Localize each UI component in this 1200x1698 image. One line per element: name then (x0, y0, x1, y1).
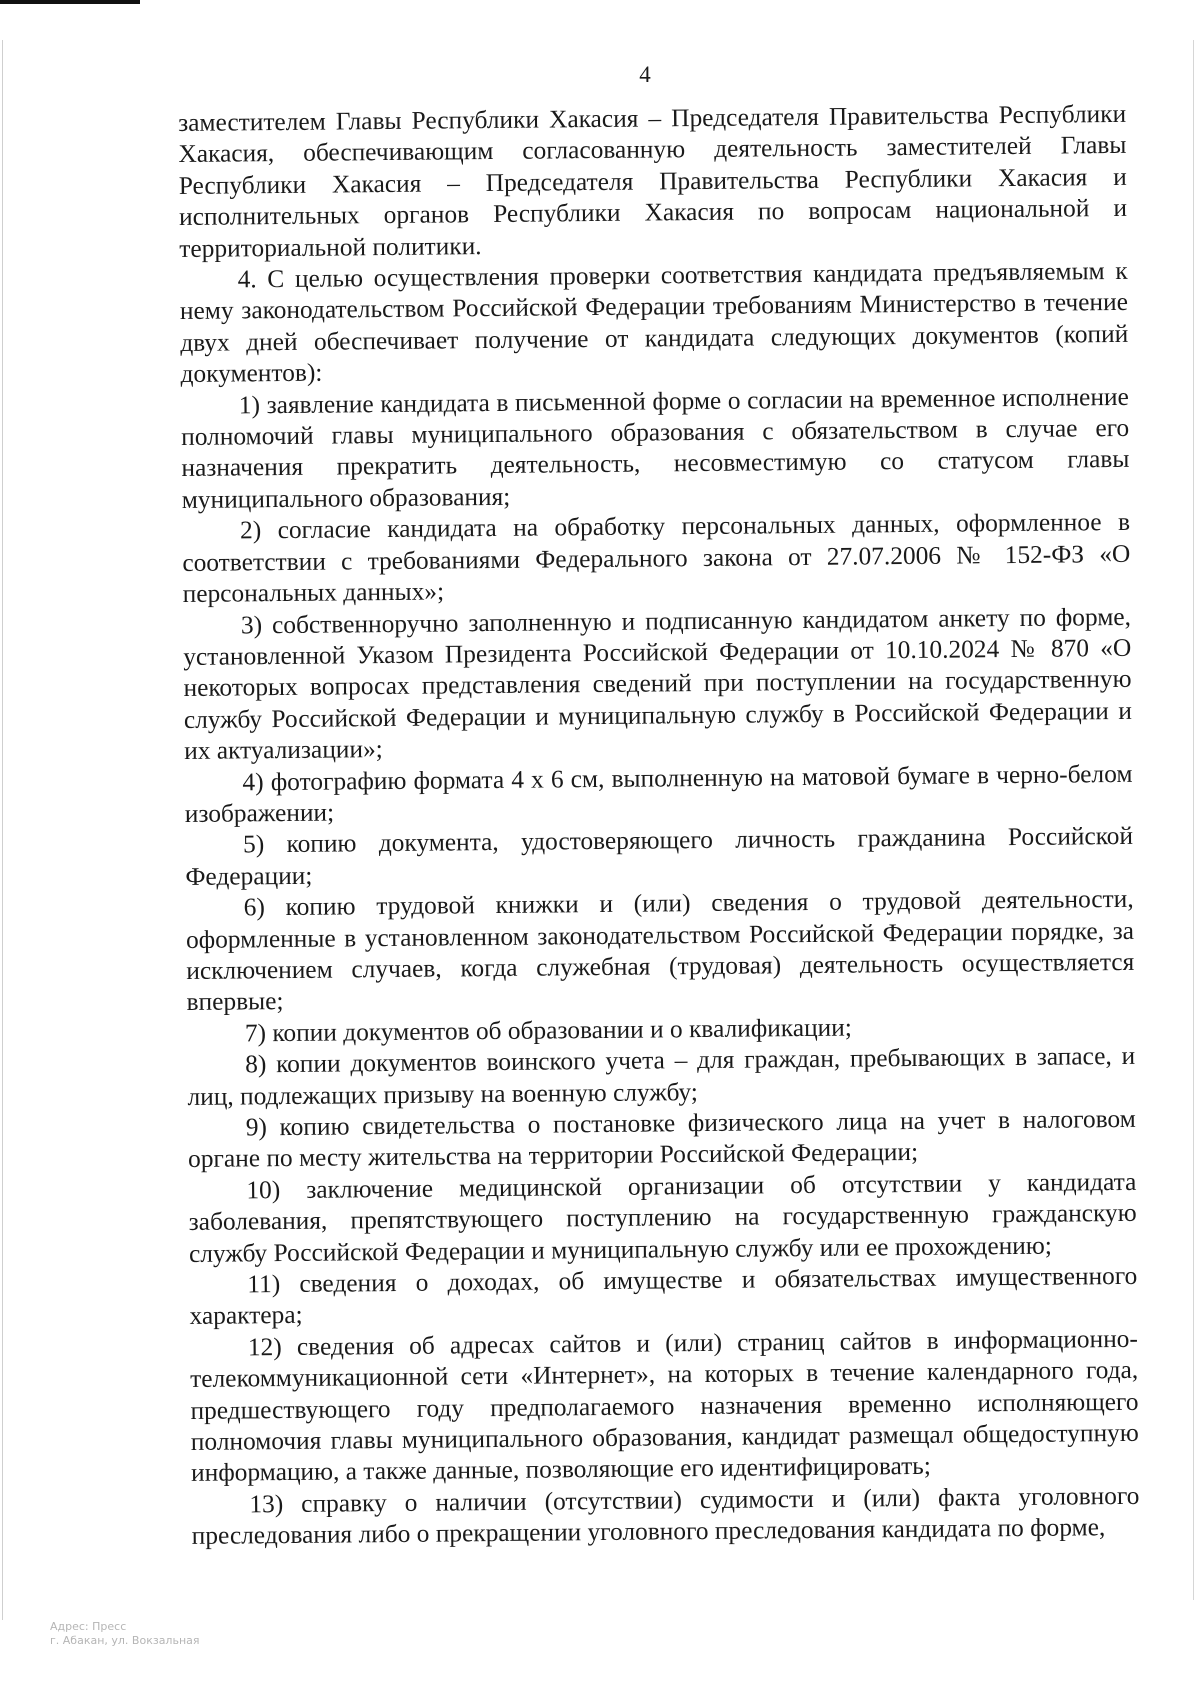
list-item-3: 3) собственноручно заполненную и подписанную кандидатом анкету по форме, установленной Указом Президента Российской Федерации от 10.10.2024 № 870 «О некоторых вопросах представления сведений при поступлении на государственную службу Российской Федерации и муниципальную службу в Российской Федерации и их актуализации»; (183, 602, 1132, 766)
list-item-9: 9) копию свидетельства о постановке физического лица на учет в налоговом органе по месту жительства на территории Российской Федерации; (187, 1104, 1136, 1174)
list-item-6: 6) копию трудовой книжки и (или) сведения о трудовой деятельности, оформленные в установленном законодательством Российской Федерации порядке, за исключением случаев, когда служебная (трудовая) деятельность осуществляется впервые; (185, 885, 1135, 1017)
list-item-7: 7) копии документов об образовании и о квалификации; (244, 1013, 852, 1048)
footer-stamp-line-2: г. Абакан, ул. Вокзальная (50, 1634, 200, 1647)
list-item-5: 5) копию документа, удостоверяющего личность гражданина Российской Федерации; (185, 822, 1134, 891)
scan-left-edge (2, 40, 3, 1620)
scan-right-edge (1193, 40, 1194, 1600)
list-item-2: 2) согласие кандидата на обработку персональных данных, оформленное в соответствии с требованиями Федерального закона от 27.07.2006 № 152-ФЗ «О персональных данных»; (182, 508, 1131, 609)
list-item-13: 13) справку о наличии (отсутствии) судимости и (или) факта уголовного преследования либо о прекращении уголовного преследования кандидата по форме, (191, 1481, 1140, 1551)
footer-stamp (50, 1620, 200, 1648)
document-body (178, 99, 1140, 1553)
list-item-12: 12) сведения об адресах сайтов и (или) страниц сайтов в информационно-телекоммуникационной сети «Интернет», на которых в течение календарного года, предшествующего году предполагаемого назначения временно исполняющего полномочия главы муниципального образования, кандидат размещал общедоступную информацию, а также данные, позволяющие его идентифицировать; (190, 1324, 1139, 1488)
page-number: 4 (639, 62, 651, 87)
scan-corner-mark (0, 0, 140, 4)
list-item-1: 1) заявление кандидата в письменной форме о согласии на временное исполнение полномочий главы муниципального образования с обязательством в случае его назначения прекратить деятельность, несовместимую со статусом главы муниципального образования; (181, 382, 1130, 514)
footer-stamp-line-1: Адрес: Пресс (50, 1620, 127, 1633)
list-item-11: 11) сведения о доходах, об имуществе и обязательствах имущественного характера; (189, 1261, 1138, 1331)
paragraph-continuation: заместителем Главы Республики Хакасия – Председателя Правительства Республики Хакасия, обеспечивающим согласованную деятельность заместителей Главы Республики Хакасия – Председателя Правительства Республики Хакасия и исполнительных органов Республики Хакасия по вопросам национальной и территориальной политики. (178, 99, 1128, 263)
list-item-4: 4) фотографию формата 4 х 6 см, выполненную на матовой бумаге в черно-белом изображении; (184, 759, 1133, 828)
paragraph-item-4: 4. С целью осуществления проверки соответствия кандидата предъявляемым к нему законодательством Российской Федерации требованиям Министерство в течение двух дней обеспечивает получение от кандидата следующих документов (копий документов): (179, 256, 1129, 389)
list-item-10: 10) заключение медицинской организации об отсутствии у кандидата заболевания, препятствующего поступлению на государственную гражданскую службу Российской Федерации и муниципальную службу или ее прохождению; (188, 1167, 1137, 1268)
list-item-8: 8) копии документов воинского учета – для граждан, пребывающих в запасе, и лиц, подлежащих призыву на военную службу; (187, 1042, 1136, 1111)
